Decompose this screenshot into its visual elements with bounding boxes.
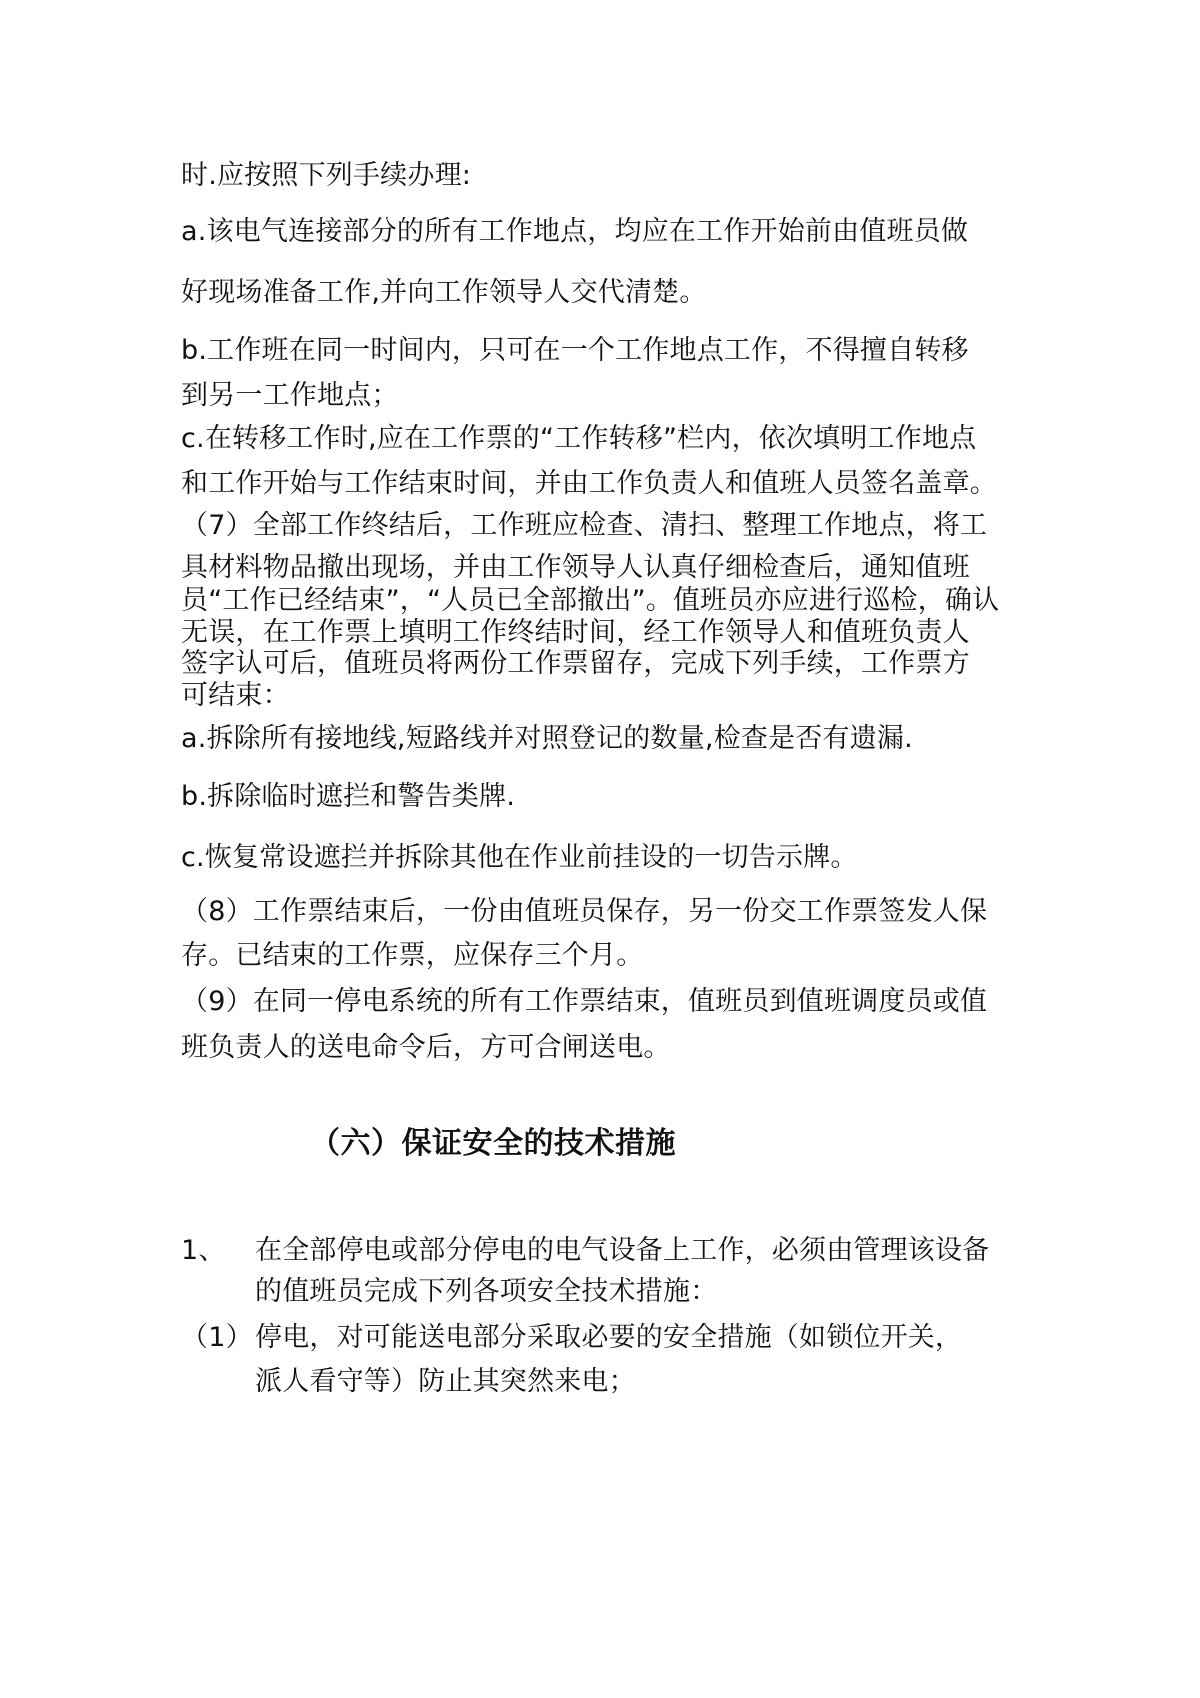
sub-item-label: （1） <box>181 1322 253 1353</box>
text-line: c.在转移工作时,应在工作票的“工作转移”栏内，依次填明工作地点 <box>181 423 977 454</box>
text-line: 和工作开始与工作结束时间，并由工作负责人和值班人员签名盖章。 <box>181 468 997 499</box>
text-line: 可结束： <box>181 680 290 711</box>
text-line: 签字认可后，值班员将两份工作票留存，完成下列手续，工作票方 <box>181 648 970 679</box>
item-number: 1、 <box>181 1235 226 1266</box>
text-line: 具材料物品撤出现场，并由工作领导人认真仔细检查后，通知值班 <box>181 552 970 583</box>
text-line: b.拆除临时遮拦和警告类牌. <box>181 781 516 812</box>
text-line: （9）在同一停电系统的所有工作票结束，值班员到值班调度员或值 <box>181 986 988 1017</box>
text-line: b.工作班在同一时间内，只可在一个工作地点工作，不得擅自转移 <box>181 335 969 366</box>
text-line: （7）全部工作终结后，工作班应检查、清扫、整理工作地点，将工 <box>181 510 988 541</box>
text-line: a.该电气连接部分的所有工作地点，均应在工作开始前由值班员做 <box>181 216 969 247</box>
text-line: 停电，对可能送电部分采取必要的安全措施（如锁位开关， <box>255 1322 963 1353</box>
text-line: 员“工作已经结束”，“人员已全部撤出”。值班员亦应进行巡检，确认 <box>181 585 1000 616</box>
text-line: （8）工作票结束后，一份由值班员保存，另一份交工作票签发人保 <box>181 896 988 927</box>
text-line: 在全部停电或部分停电的电气设备上工作，必须由管理该设备 <box>255 1235 990 1266</box>
section-heading: （六）保证安全的技术措施 <box>310 1126 676 1161</box>
text-line: 好现场准备工作,并向工作领导人交代清楚。 <box>181 277 707 308</box>
text-line: 班负责人的送电命令后，方可合闸送电。 <box>181 1032 671 1063</box>
text-line: c.恢复常设遮拦并拆除其他在作业前挂设的一切告示牌。 <box>181 842 858 873</box>
text-line: 时.应按照下列手续办理: <box>181 160 472 191</box>
text-line: 无误，在工作票上填明工作终结时间，经工作领导人和值班负责人 <box>181 617 970 648</box>
text-line: 派人看守等）防止其突然来电； <box>255 1366 636 1397</box>
text-line: 到另一工作地点； <box>181 380 399 411</box>
text-line: 存。已结束的工作票，应保存三个月。 <box>181 940 644 971</box>
text-line: a.拆除所有接地线,短路线并对照登记的数量,检查是否有遗漏. <box>181 723 913 754</box>
text-line: 的值班员完成下列各项安全技术措施： <box>255 1276 718 1307</box>
